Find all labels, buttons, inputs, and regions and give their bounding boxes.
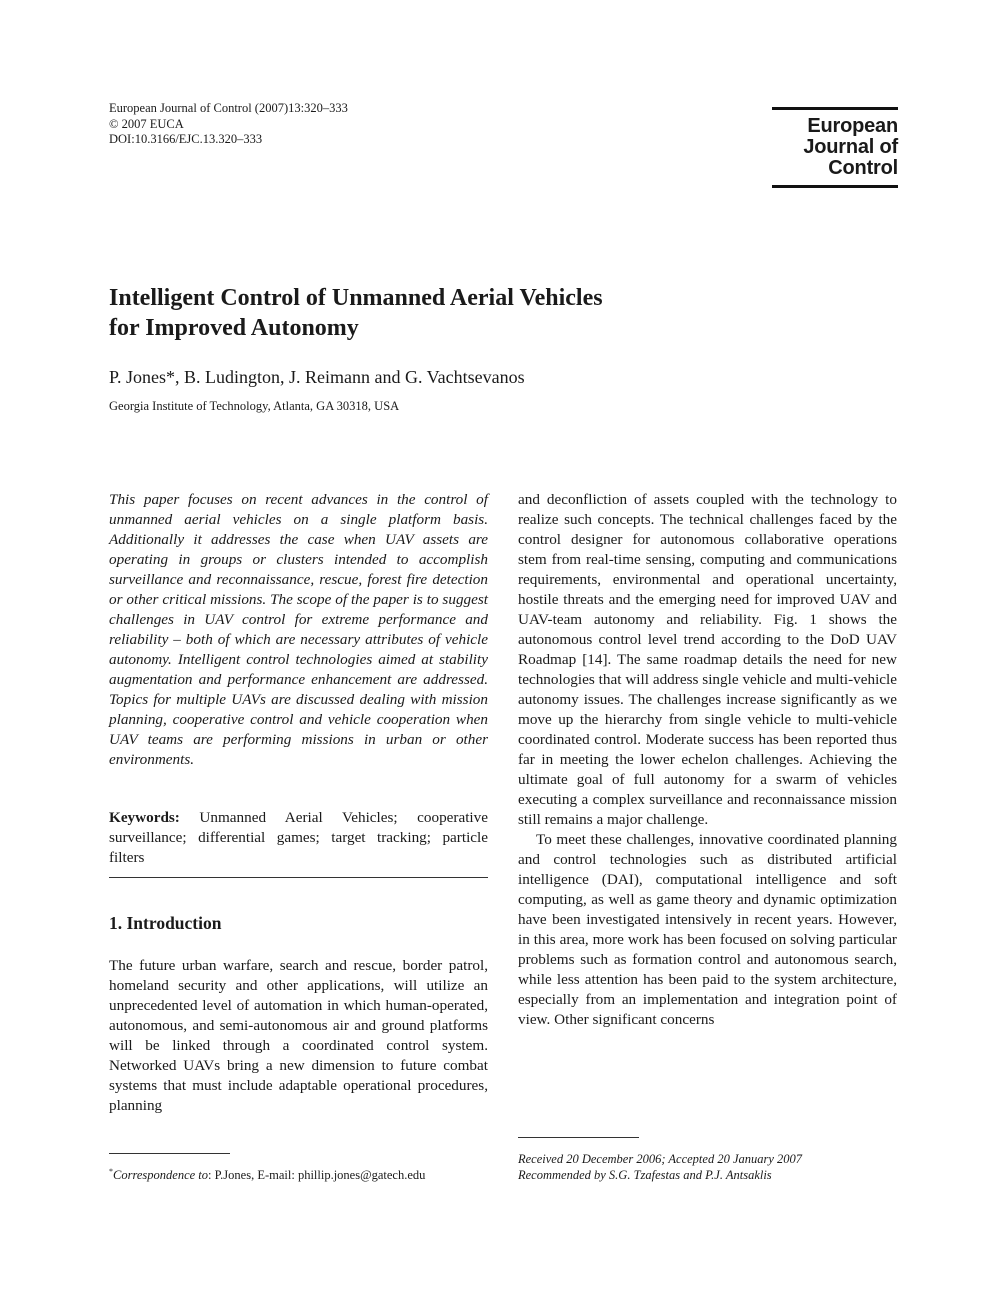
footnote-marker: * xyxy=(109,1167,113,1176)
abstract: This paper focuses on recent advances in the control of unmanned aerial vehicles on a single platform basis. Additionally it addresses the case when UAV assets are operating in groups or clusters intended to accomplish surveillance and reconnaissance, rescue, forest fire detection or other critical missions. The scope of the paper is to suggest challenges in UAV control for extreme performance and reliability – both of which are necessary attributes of vehicle autonomy. Intelligent control technologies aimed at stability augmentation and performance enhancement are addressed. Topics for multiple UAVs are discussed dealing with mission planning, cooperative control and vehicle cooperation when UAV teams are performing missions in urban or other environments. xyxy=(109,491,488,768)
footnote-text: : P.Jones, E-mail: phillip.jones@gatech.edu xyxy=(208,1168,426,1183)
doi-line: DOI:10.3166/EJC.13.320–333 xyxy=(109,132,263,146)
footnote-rule-right xyxy=(518,1137,639,1138)
abstract-separator xyxy=(109,877,488,878)
journal-citation: European Journal of Control (2007)13:320–333 xyxy=(109,101,348,115)
footnote-label: Correspondence to xyxy=(113,1168,209,1183)
recommended-by: Recommended by S.G. Tzafestas and P.J. Antsaklis xyxy=(518,1167,772,1182)
logo-line-2: Journal of xyxy=(803,136,898,158)
received-dates: Received 20 December 2006; Accepted 20 January 2007 xyxy=(518,1152,803,1166)
journal-header xyxy=(109,101,348,148)
section-heading: 1. Introduction xyxy=(109,913,222,933)
title-line-2: for Improved Autonomy xyxy=(109,315,359,341)
keywords xyxy=(109,808,488,868)
right-column-text xyxy=(518,490,897,1030)
copyright-line: © 2007 EUCA xyxy=(109,116,184,131)
keywords-text: Unmanned Aerial Vehicles; cooperative surveillance; differential games; target tracking; particle filters xyxy=(109,809,488,866)
keywords-label: Keywords: xyxy=(109,809,180,826)
correspondence-footnote xyxy=(109,1167,425,1183)
title-line-1: Intelligent Control of Unmanned Aerial Vehicles xyxy=(109,285,603,311)
author-list: P. Jones*, B. Ludington, J. Reimann and G. Vachtsevanos xyxy=(109,367,525,387)
received-note xyxy=(518,1152,802,1183)
right-paragraph-2: To meet these challenges, innovative coordinated planning and control technologies such as distributed artificial intelligence (DAI), computational intelligence and soft computing, as well as game theory and dynamic optimization have been investigated intensively in recent years. However, in this area, more work has been focused on solving particular problems such as formation control and autonomous search, while less attention has been paid to the system architecture, especially from an implementation and integration point of view. Other significant concerns xyxy=(518,831,897,1028)
logo-bottom-rule xyxy=(772,185,898,188)
affiliation: Georgia Institute of Technology, Atlanta, GA 30318, USA xyxy=(109,399,400,413)
footnote-rule-left xyxy=(109,1153,230,1154)
right-paragraph-1: and deconfliction of assets coupled with the technology to realize such concepts. The technical challenges faced by the control designer for autonomous collaborative operations stem from real-time sensing, computing and communications requirements, environmental and operational uncertainty, hostile threats and the emerging need for improved UAV and UAV-team autonomy and reliability. Fig. 1 shows the autonomous control level trend according to the DoD UAV Roadmap [14]. The same roadmap details the need for new technologies that will address single vehicle and multi-vehicle autonomy issues. The challenges increase significantly as we move up the hierarchy from single vehicle to multi-vehicle coordinated control. Moderate success has been reported thus far in meeting the lower echelon challenges. Achieving the ultimate goal of full autonomy for a swarm of vehicles executing a complex surveillance and reconnaissance mission still remains a major challenge. xyxy=(518,491,897,828)
intro-paragraph: The future urban warfare, search and rescue, border patrol, homeland security and other applications, will utilize an unprecedented level of automation in which human-operated, autonomous, and semi-autonomous air and ground platforms will be linked through a coordinated control system. Networked UAVs bring a new dimension to future combat systems that must include adaptable operational procedures, planning xyxy=(109,957,488,1114)
paper-title xyxy=(109,283,729,343)
journal-logo xyxy=(772,107,898,188)
logo-line-3: Control xyxy=(828,157,898,179)
logo-text xyxy=(772,110,898,179)
logo-line-1: European xyxy=(807,115,898,137)
